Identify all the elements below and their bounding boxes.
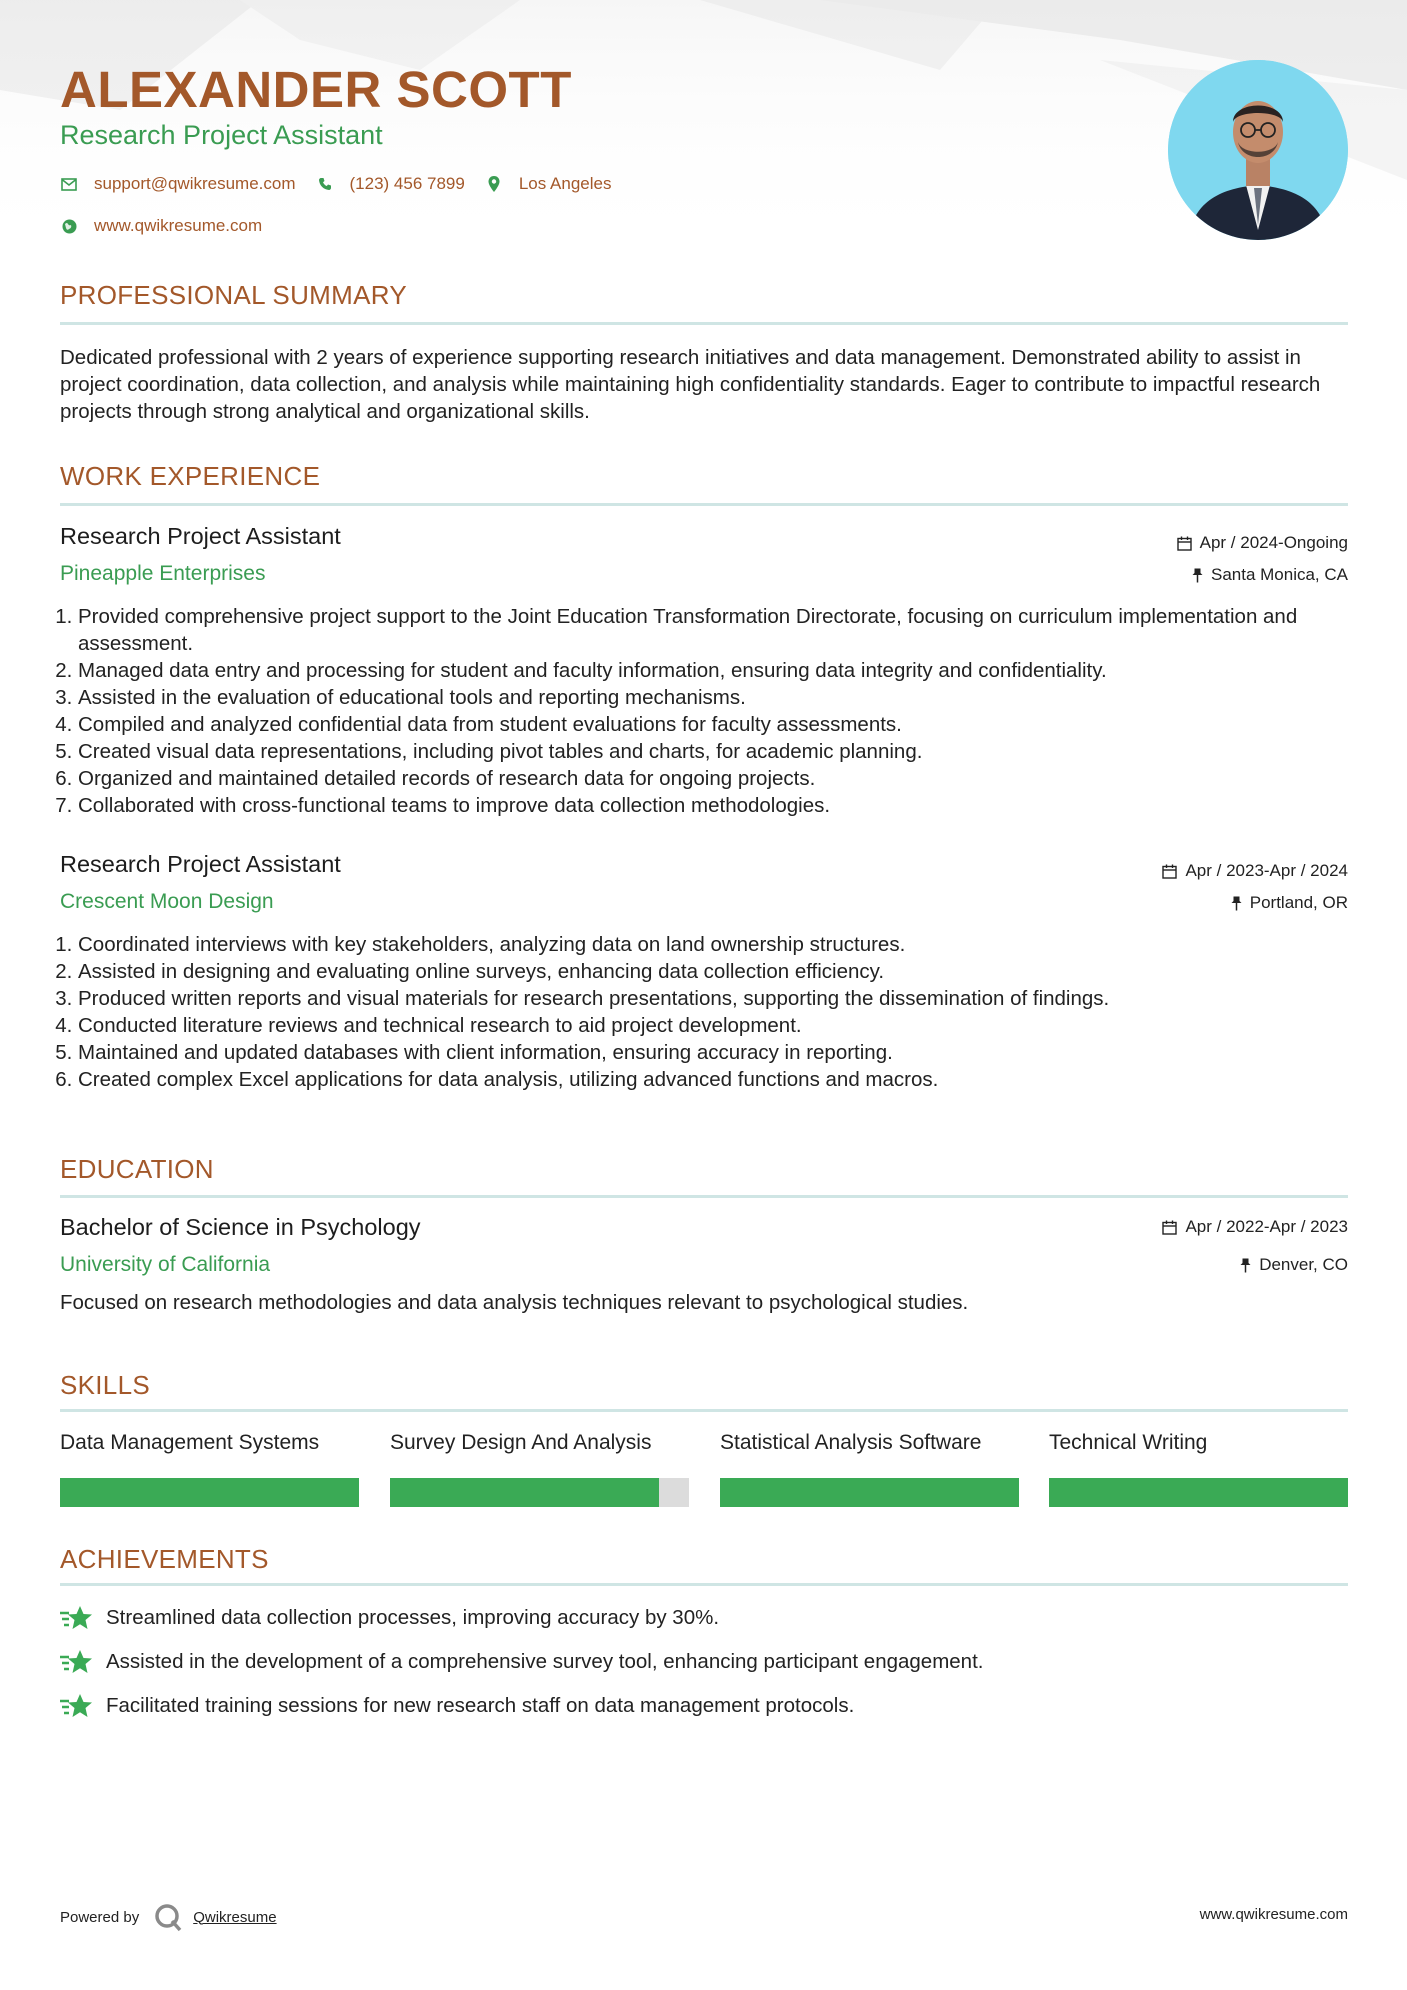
- experience-heading: WORK EXPERIENCE: [60, 461, 321, 491]
- job-company: Pineapple Enterprises: [60, 562, 266, 585]
- achievement-text: Facilitated training sessions for new research staff on data management protocols.: [106, 1694, 855, 1717]
- job-bullet: 3. Assisted in the evaluation of educational tools and reporting mechanisms.: [78, 684, 1368, 711]
- footer-powered-by: Powered by Qwikresume: [60, 1902, 277, 1932]
- skill-label: Technical Writing: [1049, 1431, 1208, 1454]
- globe-icon: [60, 217, 78, 235]
- skill-item: [1049, 1430, 1348, 1507]
- achievements-divider: [60, 1583, 1348, 1586]
- skill-level-track: [390, 1478, 689, 1507]
- job-title: Research Project Assistant: [60, 851, 341, 877]
- envelope-icon: [60, 175, 78, 193]
- job-location: Portland, OR: [1231, 893, 1348, 913]
- education-divider: [60, 1195, 1348, 1198]
- skill-label: Data Management Systems: [60, 1431, 320, 1454]
- skill-label: Statistical Analysis Software: [720, 1431, 982, 1454]
- achievement-item: [60, 1648, 983, 1676]
- qwikresume-logo-icon: [153, 1902, 183, 1932]
- education-location: Denver, CO: [1240, 1255, 1348, 1275]
- calendar-icon: [1162, 864, 1177, 879]
- skill-item: [720, 1430, 1019, 1507]
- job-bullet: 6. Organized and maintained detailed records of research data for ongoing projects.: [78, 765, 1368, 792]
- job-dates: Apr / 2023-Apr / 2024: [1162, 861, 1348, 881]
- achievement-item: [60, 1604, 719, 1632]
- contact-row-1: [60, 174, 631, 194]
- job-bullet: 7. Collaborated with cross-functional teams to improve data collection methodologies.: [78, 792, 1368, 819]
- skill-level-fill: [720, 1478, 1019, 1507]
- job-company: Crescent Moon Design: [60, 890, 274, 913]
- skill-level-track: [1049, 1478, 1348, 1507]
- calendar-icon: [1162, 1220, 1177, 1235]
- job-bullet: 3. Produced written reports and visual materials for research presentations, supporting the dissemination of findings.: [78, 985, 1368, 1012]
- job-bullet: 6. Created complex Excel applications for data analysis, utilizing advanced functions and macros.: [78, 1066, 1368, 1093]
- experience-divider: [60, 503, 1348, 506]
- contact-phone[interactable]: (123) 456 7899: [316, 174, 465, 194]
- phone-icon: [316, 175, 334, 193]
- skills-divider: [60, 1409, 1348, 1412]
- pushpin-icon: [1231, 896, 1242, 911]
- job-title: Research Project Assistant: [60, 523, 341, 549]
- job-dates: Apr / 2024-Ongoing: [1177, 533, 1348, 553]
- skills-heading: SKILLS: [60, 1370, 150, 1400]
- education-degree: Bachelor of Science in Psychology: [60, 1214, 421, 1240]
- contact-website[interactable]: www.qwikresume.com: [60, 216, 262, 236]
- skill-level-fill: [1049, 1478, 1348, 1507]
- contact-row-2: [60, 216, 282, 236]
- star-icon: [60, 1692, 92, 1720]
- pushpin-icon: [1192, 568, 1203, 583]
- job-bullet-list: [60, 931, 1368, 1093]
- job-location: Santa Monica, CA: [1192, 565, 1348, 585]
- skill-level-track: [720, 1478, 1019, 1507]
- profile-photo: [1168, 60, 1348, 240]
- skill-item: [390, 1430, 689, 1507]
- job-bullet: 5. Created visual data representations, including pivot tables and charts, for academic planning.: [78, 738, 1368, 765]
- candidate-name: ALEXANDER SCOTT: [60, 61, 572, 118]
- summary-text: Dedicated professional with 2 years of experience supporting research initiatives and data management. Demonstrated ability to assist in project coordination, data collection, and analysis while maintaining high confidentiality standards. Eager to contribute to impactful research projects through strong analytical and organizational skills.: [60, 346, 1321, 423]
- candidate-title: Research Project Assistant: [60, 120, 383, 150]
- skill-label: Survey Design And Analysis: [390, 1431, 652, 1454]
- job-bullet: 1. Provided comprehensive project support to the Joint Education Transformation Directorate, focusing on curriculum implementation and assessment.: [78, 603, 1368, 657]
- job-bullet: 2. Managed data entry and processing for student and faculty information, ensuring data integrity and confidentiality.: [78, 657, 1368, 684]
- education-description: Focused on research methodologies and data analysis techniques relevant to psychological studies.: [60, 1291, 969, 1314]
- achievement-item: [60, 1692, 854, 1720]
- achievements-heading: ACHIEVEMENTS: [60, 1544, 269, 1574]
- pushpin-icon: [1240, 1258, 1251, 1273]
- skill-level-fill: [390, 1478, 659, 1507]
- calendar-icon: [1177, 536, 1192, 551]
- star-icon: [60, 1604, 92, 1632]
- map-pin-icon: [485, 175, 503, 193]
- job-bullet-list: [60, 603, 1368, 819]
- job-bullet: 4. Conducted literature reviews and technical research to aid project development.: [78, 1012, 1368, 1039]
- summary-divider: [60, 322, 1348, 325]
- skill-item: [60, 1430, 359, 1507]
- contact-location: Los Angeles: [485, 174, 612, 194]
- footer-brand-link[interactable]: Qwikresume: [193, 1908, 277, 1926]
- contact-email[interactable]: support@qwikresume.com: [60, 174, 296, 194]
- job-bullet: 1. Coordinated interviews with key stakeholders, analyzing data on land ownership structures.: [78, 931, 1368, 958]
- job-bullet: 2. Assisted in designing and evaluating online surveys, enhancing data collection efficiency.: [78, 958, 1368, 985]
- achievement-text: Assisted in the development of a comprehensive survey tool, enhancing participant engagement.: [106, 1650, 984, 1673]
- education-heading: EDUCATION: [60, 1154, 214, 1184]
- skill-level-fill: [60, 1478, 359, 1507]
- summary-heading: PROFESSIONAL SUMMARY: [60, 280, 407, 310]
- star-icon: [60, 1648, 92, 1676]
- job-bullet: 5. Maintained and updated databases with client information, ensuring accuracy in reporting.: [78, 1039, 1368, 1066]
- footer-website[interactable]: www.qwikresume.com: [1199, 1906, 1348, 1923]
- achievement-text: Streamlined data collection processes, improving accuracy by 30%.: [106, 1606, 720, 1629]
- education-dates: Apr / 2022-Apr / 2023: [1162, 1217, 1348, 1237]
- education-school: University of California: [60, 1253, 271, 1276]
- skill-level-track: [60, 1478, 359, 1507]
- job-bullet: 4. Compiled and analyzed confidential data from student evaluations for faculty assessments.: [78, 711, 1368, 738]
